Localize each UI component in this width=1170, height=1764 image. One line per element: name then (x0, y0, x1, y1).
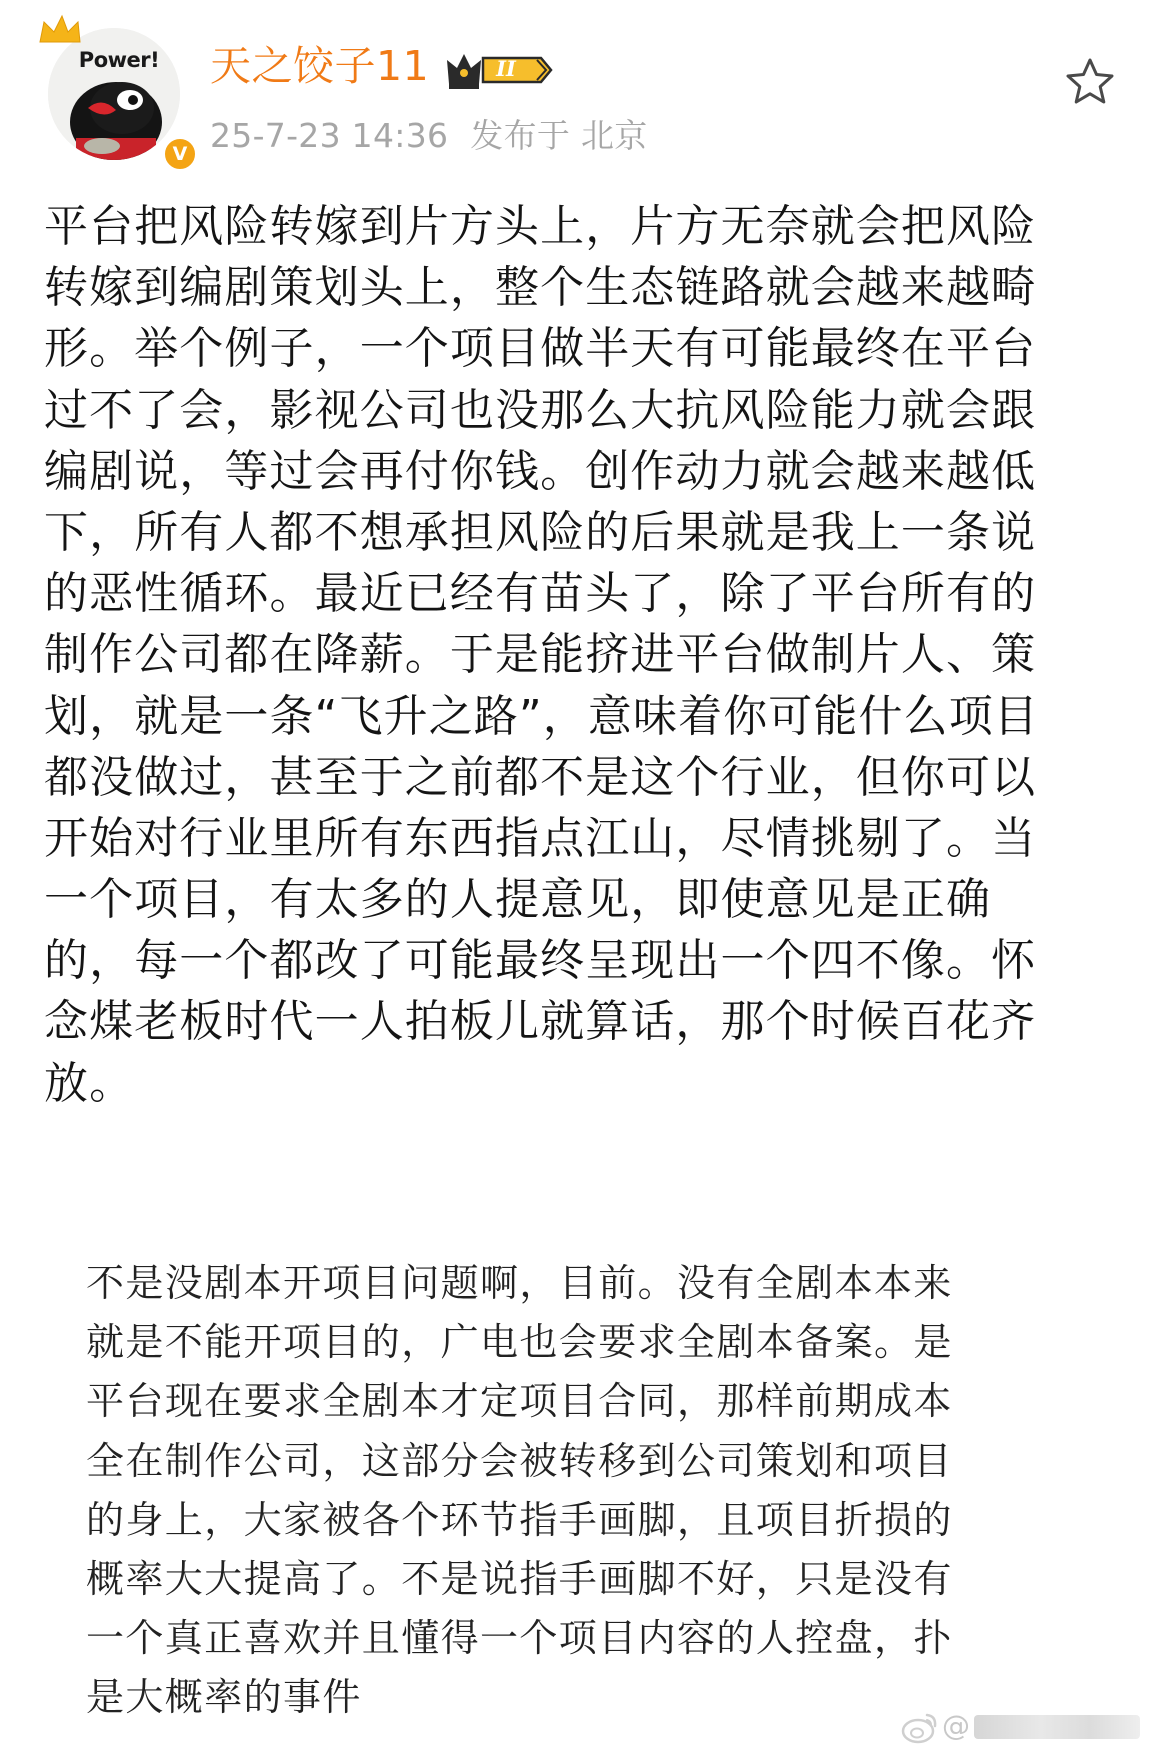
avatar[interactable] (36, 12, 186, 164)
watermark-blurred-handle (974, 1715, 1140, 1739)
quote-line: 概率大大提高了。不是说指手画脚不好，只是没有 (86, 1556, 953, 1601)
post-line: 划，就是一条“飞升之路”，意味着你可能什么项目 (44, 690, 1039, 742)
quoted-screenshot-text (86, 1254, 1086, 1728)
post-line: 过不了会，影视公司也没那么大抗风险能力就会跟 (44, 384, 1037, 436)
post-line: 平台把风险转嫁到片方头上，片方无奈就会把风险 (44, 201, 1037, 252)
post-body (44, 196, 1144, 1114)
weibo-logo-icon (900, 1707, 940, 1747)
post-line: 一个项目，有太多的人提意见，即使意见是正确 (44, 874, 992, 926)
username[interactable]: 天之饺子11 (210, 42, 430, 90)
star-outline-icon[interactable] (1064, 56, 1116, 108)
quote-line: 一个真正喜欢并且懂得一个项目内容的人控盘，扑 (86, 1616, 953, 1661)
quote-line: 不是没剧本开项目问题啊，目前。没有全剧本本来 (86, 1261, 953, 1305)
post-line: 的，每一个都改了可能最终呈现出一个四不像。怀 (44, 935, 1037, 987)
post-line: 放。 (44, 1057, 135, 1109)
post-line: 制作公司都在降薪。于是能挤进平台做制片人、策 (44, 629, 1037, 681)
post-line: 编剧说，等过会再付你钱。创作动力就会越来越低 (44, 445, 1037, 497)
post-header (0, 0, 1170, 175)
post-line: 都没做过，甚至于之前都不是这个行业，但你可以 (44, 751, 1037, 803)
avatar-caption: Power! (78, 48, 160, 72)
quote-line: 是大概率的事件 (86, 1675, 362, 1720)
post-line: 的恶性循环。最近已经有苗头了，除了平台所有的 (44, 568, 1037, 620)
member-level-label: II (496, 56, 516, 81)
location-label: 发布于 北京 (470, 116, 648, 155)
post-meta (210, 114, 648, 158)
crown-decoration-icon (36, 12, 84, 48)
post-line: 转嫁到编剧策划头上，整个生态链路就会越来越畸 (44, 262, 1037, 314)
post-line: 下，所有人都不想承担风险的后果就是我上一条说 (44, 506, 1037, 558)
verified-v-icon: V (162, 136, 198, 172)
watermark-at: @ (942, 1709, 970, 1742)
quote-line: 全在制作公司，这部分会被转移到公司策划和项目 (86, 1438, 953, 1483)
quote-line: 平台现在要求全剧本才定项目合同，那样前期成本 (86, 1379, 953, 1424)
quote-line: 的身上，大家被各个环节指手画脚，且项目折损的 (86, 1497, 953, 1542)
post-line: 开始对行业里所有东西指点江山，尽情挑剔了。当 (44, 812, 1037, 864)
timestamp: 25-7-23 14:36 (210, 116, 449, 155)
post-line: 念煤老板时代一人拍板儿就算话，那个时候百花齐 (44, 996, 1037, 1048)
quote-line: 就是不能开项目的，广电也会要求全剧本备案。是 (86, 1320, 953, 1365)
watermark (900, 1705, 1145, 1751)
post-line: 形。举个例子，一个项目做半天有可能最终在平台 (44, 323, 1037, 375)
